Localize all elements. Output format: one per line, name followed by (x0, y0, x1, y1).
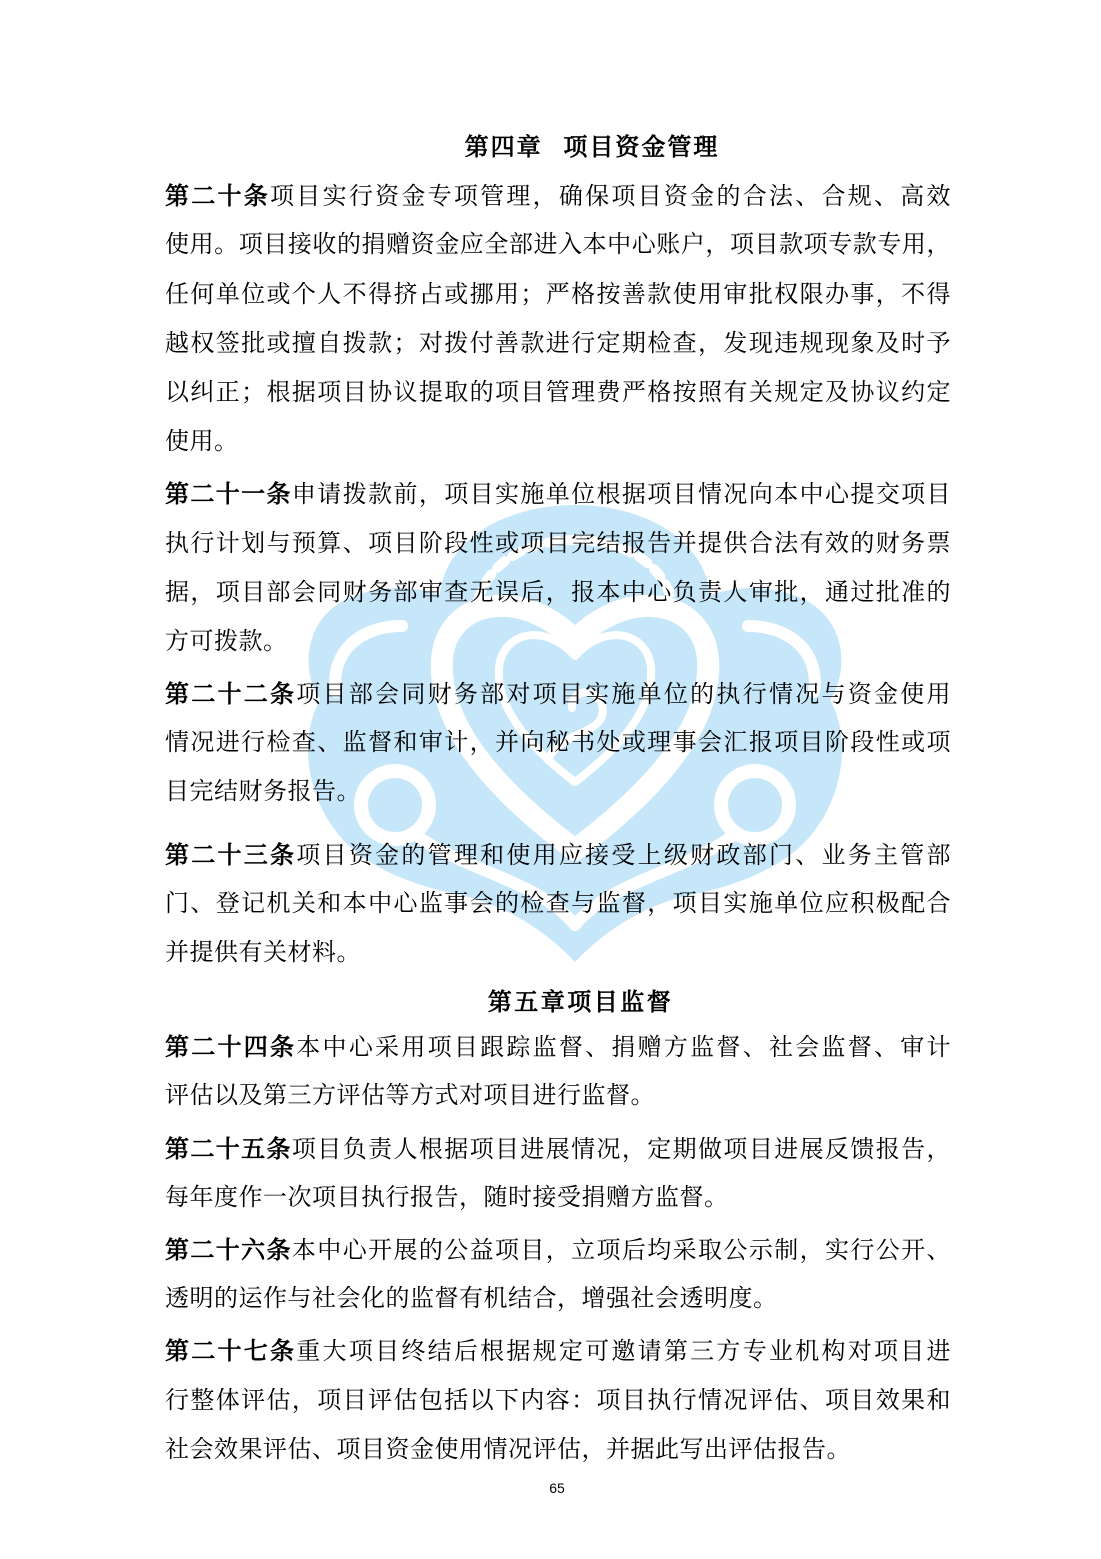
article-label: 第二十五条 (165, 1133, 292, 1163)
article-first-line (165, 469, 951, 518)
article-27 (165, 1326, 951, 1474)
article-line: 据，项目部会同财务部审查无误后，报本中心负责人审批，通过批准的 (165, 577, 951, 606)
article-first-line (165, 1022, 951, 1071)
article-25 (165, 1124, 951, 1222)
article-text: 重大项目终结后根据规定可邀请第三方专业机构对项目进 (296, 1337, 952, 1366)
article-line: 评估以及第三方评估等方式对项目进行监督。 (165, 1081, 655, 1110)
article-line: 越权签批或擅自拨款；对拨付善款进行定期检查，发现违规现象及时予 (165, 328, 951, 357)
article-21 (165, 469, 951, 666)
article-line: 行整体评估，项目评估包括以下内容：项目执行情况评估、项目效果和 (165, 1385, 951, 1414)
article-first-line (165, 1124, 951, 1173)
article-line: 情况进行检查、监督和审计，并向秘书处或理事会汇报项目阶段性或项 (165, 728, 951, 757)
article-first-line (165, 171, 951, 220)
document-body (165, 122, 951, 1474)
article-22 (165, 669, 951, 817)
article-line: 执行计划与预算、项目阶段性或项目完结报告并提供合法有效的财务票 (165, 528, 951, 557)
article-line: 以纠正；根据项目协议提取的项目管理费严格按照有关规定及协议约定 (165, 377, 951, 406)
article-line: 目完结财务报告。 (165, 777, 361, 806)
article-line: 使用。 (165, 427, 239, 456)
article-20 (165, 171, 951, 466)
article-label: 第二十条 (165, 181, 271, 211)
article-text: 本中心采用项目跟踪监督、捐赠方监督、社会监督、审计 (296, 1033, 952, 1062)
article-text: 项目实行资金专项管理，确保项目资金的合法、合规、高效 (270, 182, 952, 211)
chapter-heading: 第五章项目监督 (487, 987, 674, 1017)
article-line: 透明的运作与社会化的监督有机结合，增强社会透明度。 (165, 1284, 778, 1313)
article-label: 第二十二条 (165, 679, 297, 709)
article-text: 项目部会同财务部对项目实施单位的执行情况与资金使用 (296, 680, 952, 709)
article-first-line (165, 830, 951, 879)
article-text: 本中心开展的公益项目，立项后均采取公示制，实行公开、 (291, 1235, 952, 1264)
article-first-line (165, 1326, 951, 1375)
article-line: 方可拨款。 (165, 626, 288, 655)
article-line: 并提供有关材料。 (165, 938, 361, 967)
article-line: 任何单位或个人不得挤占或挪用；严格按善款使用审批权限办事，不得 (165, 279, 951, 308)
article-label: 第二十三条 (165, 839, 297, 869)
article-24 (165, 1022, 951, 1120)
article-text: 项目负责人根据项目进展情况，定期做项目进展反馈报告， (291, 1134, 952, 1163)
article-line: 社会效果评估、项目资金使用情况评估，并据此写出评估报告。 (165, 1434, 851, 1463)
chapter-heading: 第四章 项目资金管理 (464, 132, 720, 161)
article-text: 项目资金的管理和使用应接受上级财政部门、业务主管部 (296, 840, 952, 869)
article-first-line (165, 669, 951, 718)
page-number: 65 (549, 1480, 565, 1496)
article-text: 申请拨款前，项目实施单位根据项目情况向本中心提交项目 (291, 480, 952, 509)
article-label: 第二十四条 (165, 1032, 297, 1062)
article-line: 使用。项目接收的捐赠资金应全部进入本中心账户，项目款项专款专用， (165, 230, 951, 259)
article-label: 第二十一条 (165, 479, 292, 509)
article-23 (165, 830, 951, 978)
article-first-line (165, 1225, 951, 1274)
article-26 (165, 1225, 951, 1323)
article-line: 门、登记机关和本中心监事会的检查与监督，项目实施单位应积极配合 (165, 888, 951, 917)
article-line: 每年度作一次项目执行报告，随时接受捐赠方监督。 (165, 1182, 729, 1211)
article-label: 第二十六条 (165, 1234, 292, 1264)
article-label: 第二十七条 (165, 1336, 297, 1366)
